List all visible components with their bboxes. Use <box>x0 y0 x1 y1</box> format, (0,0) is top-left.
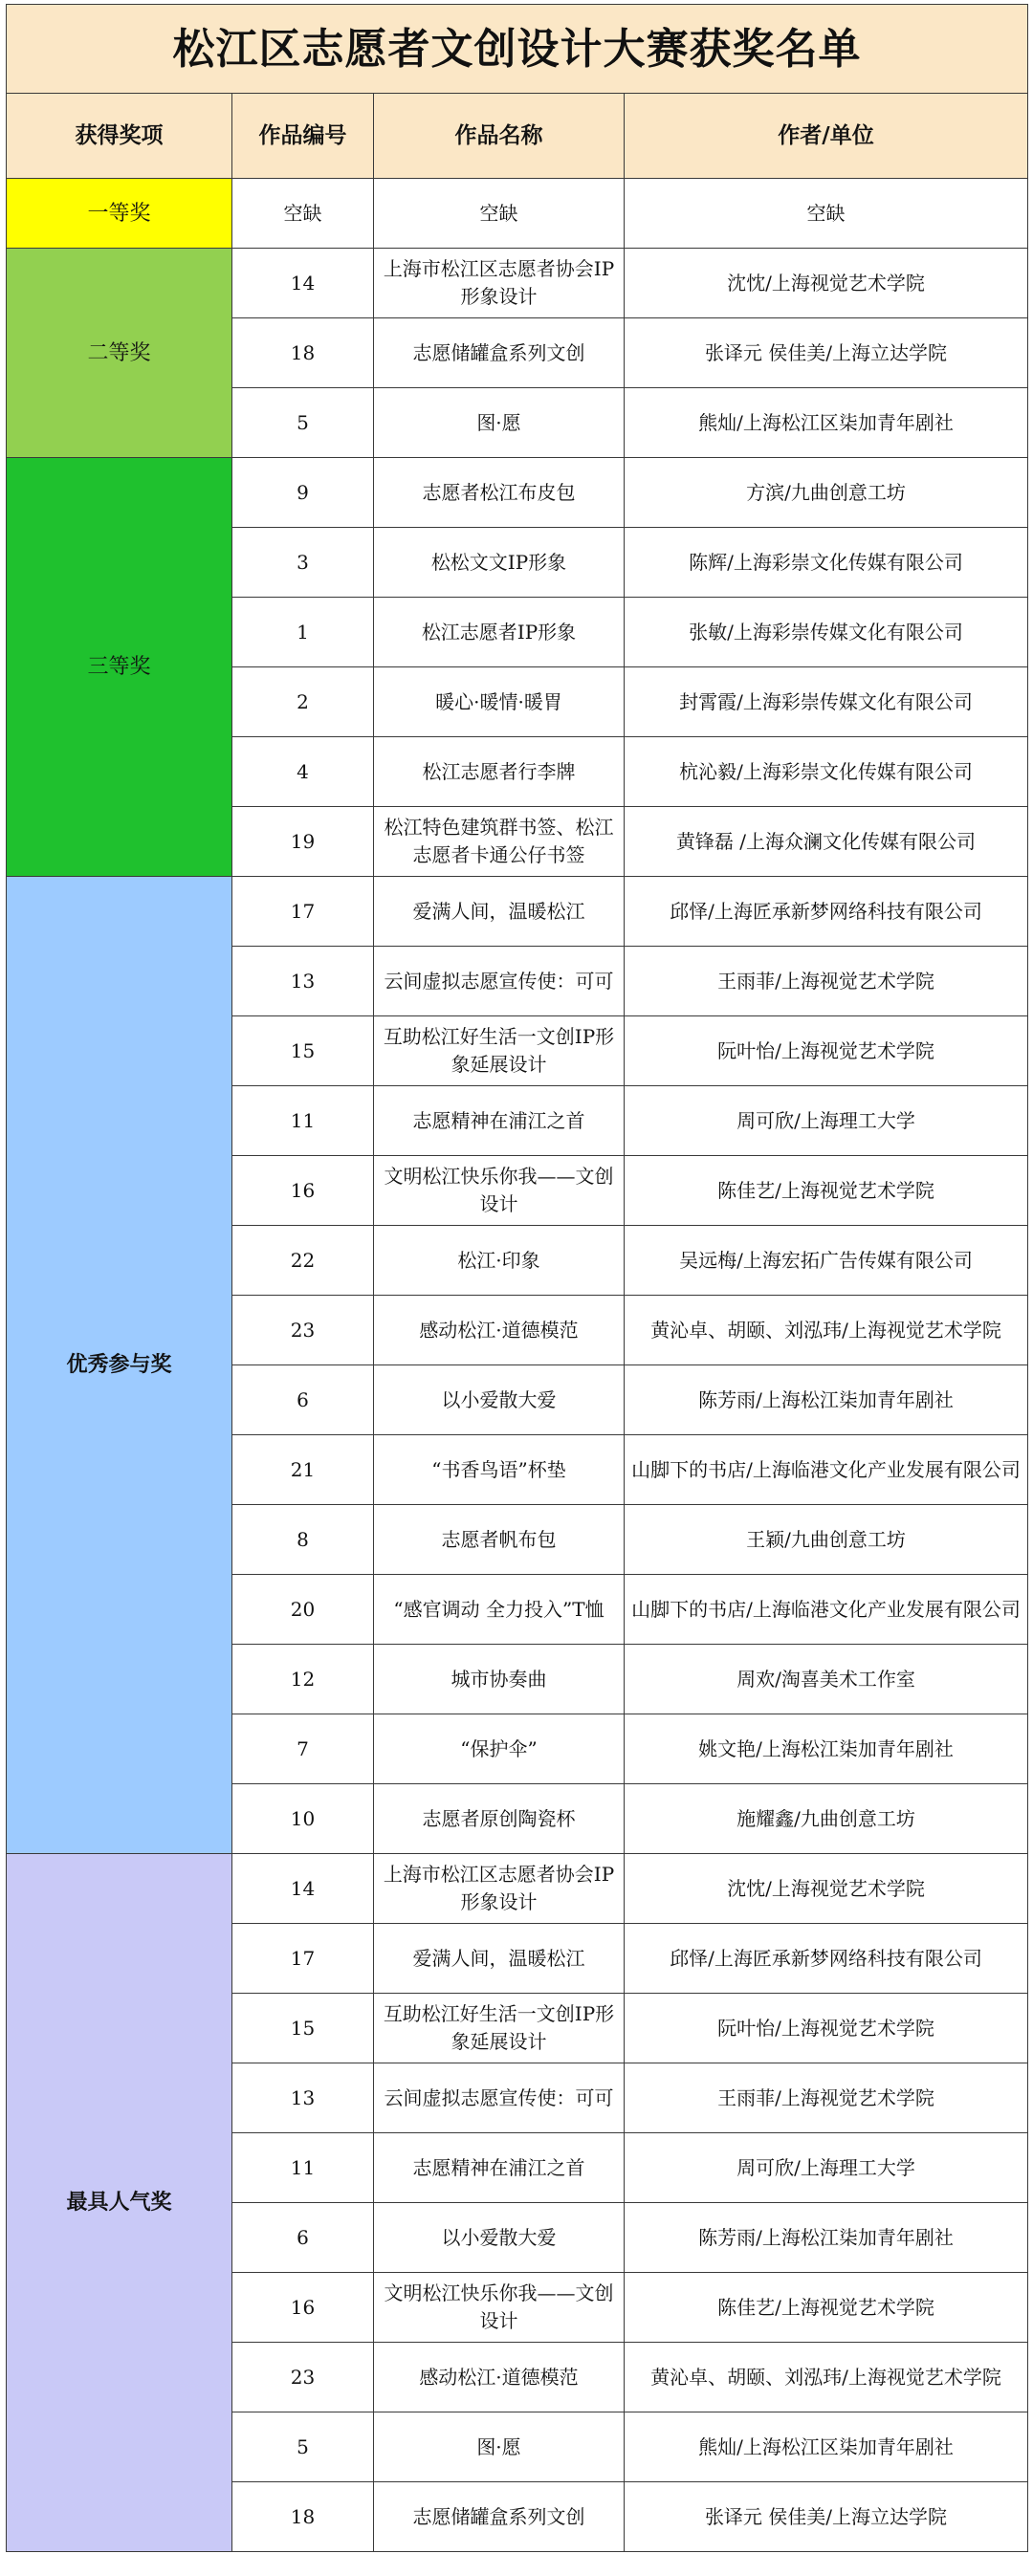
work-id-cell: 23 <box>232 2343 374 2412</box>
work-name-cell: “保护伞” <box>374 1714 625 1784</box>
work-name-cell: 图·愿 <box>374 2412 625 2482</box>
work-name-cell: 图·愿 <box>374 388 625 458</box>
work-id-cell: 19 <box>232 807 374 877</box>
work-id-cell: 2 <box>232 667 374 737</box>
prize-group-cell: 最具人气奖 <box>7 1854 232 2552</box>
table-row <box>7 877 1028 947</box>
work-id-cell: 17 <box>232 877 374 947</box>
work-name-cell: 松江·印象 <box>374 1226 625 1296</box>
work-name-cell: 松江志愿者IP形象 <box>374 598 625 667</box>
table-row <box>7 1854 1028 1924</box>
work-name-cell: 志愿者帆布包 <box>374 1505 625 1575</box>
work-id-cell: 17 <box>232 1924 374 1994</box>
author-cell: 阮叶怡/上海视觉艺术学院 <box>625 1016 1028 1086</box>
author-cell: 杭沁毅/上海彩崇文化传媒有限公司 <box>625 737 1028 807</box>
author-cell: 空缺 <box>625 179 1028 249</box>
work-name-cell: 互助松江好生活一文创IP形象延展设计 <box>374 1016 625 1086</box>
author-cell: 熊灿/上海松江区柒加青年剧社 <box>625 388 1028 458</box>
work-name-cell: 城市协奏曲 <box>374 1645 625 1714</box>
column-header-id: 作品编号 <box>232 94 374 179</box>
work-name-cell: 感动松江·道德模范 <box>374 1296 625 1365</box>
author-cell: 邱怿/上海匠承新梦网络科技有限公司 <box>625 1924 1028 1994</box>
work-name-cell: 感动松江·道德模范 <box>374 2343 625 2412</box>
work-id-cell: 18 <box>232 318 374 388</box>
author-cell: 陈佳艺/上海视觉艺术学院 <box>625 2273 1028 2343</box>
column-header-work-name: 作品名称 <box>374 94 625 179</box>
author-cell: 黄沁卓、胡颐、刘泓玮/上海视觉艺术学院 <box>625 1296 1028 1365</box>
author-cell: 熊灿/上海松江区柒加青年剧社 <box>625 2412 1028 2482</box>
author-cell: 陈辉/上海彩崇文化传媒有限公司 <box>625 528 1028 598</box>
work-name-cell: 松松文文IP形象 <box>374 528 625 598</box>
work-id-cell: 14 <box>232 1854 374 1924</box>
column-header-prize: 获得奖项 <box>7 94 232 179</box>
work-name-cell: 志愿储罐盒系列文创 <box>374 2482 625 2552</box>
work-name-cell: 志愿者原创陶瓷杯 <box>374 1784 625 1854</box>
work-name-cell: 暖心·暖情·暖胃 <box>374 667 625 737</box>
prize-group-cell: 三等奖 <box>7 458 232 877</box>
author-cell: 施耀鑫/九曲创意工坊 <box>625 1784 1028 1854</box>
awards-table <box>6 4 1028 2552</box>
work-name-cell: 爱满人间，温暖松江 <box>374 1924 625 1994</box>
work-id-cell: 14 <box>232 249 374 318</box>
author-cell: 陈佳艺/上海视觉艺术学院 <box>625 1156 1028 1226</box>
work-id-cell: 16 <box>232 1156 374 1226</box>
work-id-cell: 11 <box>232 1086 374 1156</box>
author-cell: 王颖/九曲创意工坊 <box>625 1505 1028 1575</box>
prize-group-cell: 一等奖 <box>7 179 232 249</box>
work-id-cell: 13 <box>232 2063 374 2133</box>
author-cell: 阮叶怡/上海视觉艺术学院 <box>625 1994 1028 2063</box>
author-cell: 张敏/上海彩崇传媒文化有限公司 <box>625 598 1028 667</box>
work-name-cell: 志愿精神在浦江之首 <box>374 1086 625 1156</box>
work-name-cell: 松江特色建筑群书签、松江志愿者卡通公仔书签 <box>374 807 625 877</box>
work-name-cell: 云间虚拟志愿宣传使：可可 <box>374 947 625 1016</box>
work-id-cell: 6 <box>232 2203 374 2273</box>
work-name-cell: 上海市松江区志愿者协会IP形象设计 <box>374 1854 625 1924</box>
table-row <box>7 179 1028 249</box>
author-cell: 王雨菲/上海视觉艺术学院 <box>625 947 1028 1016</box>
work-id-cell: 20 <box>232 1575 374 1645</box>
author-cell: 张译元 侯佳美/上海立达学院 <box>625 2482 1028 2552</box>
work-name-cell: 志愿者松江布皮包 <box>374 458 625 528</box>
awards-table-body <box>7 179 1028 2552</box>
work-name-cell: 以小爱散大爱 <box>374 1365 625 1435</box>
work-name-cell: 松江志愿者行李牌 <box>374 737 625 807</box>
work-id-cell: 23 <box>232 1296 374 1365</box>
work-name-cell: 互助松江好生活一文创IP形象延展设计 <box>374 1994 625 2063</box>
author-cell: 方滨/九曲创意工坊 <box>625 458 1028 528</box>
table-row <box>7 249 1028 318</box>
work-id-cell: 6 <box>232 1365 374 1435</box>
author-cell: 沈忱/上海视觉艺术学院 <box>625 1854 1028 1924</box>
work-id-cell: 5 <box>232 388 374 458</box>
author-cell: 张译元 侯佳美/上海立达学院 <box>625 318 1028 388</box>
author-cell: 黄沁卓、胡颐、刘泓玮/上海视觉艺术学院 <box>625 2343 1028 2412</box>
author-cell: 山脚下的书店/上海临港文化产业发展有限公司 <box>625 1435 1028 1505</box>
work-id-cell: 7 <box>232 1714 374 1784</box>
work-id-cell: 5 <box>232 2412 374 2482</box>
work-name-cell: “感官调动 全力投入”T恤 <box>374 1575 625 1645</box>
work-id-cell: 12 <box>232 1645 374 1714</box>
work-id-cell: 8 <box>232 1505 374 1575</box>
work-name-cell: “书香鸟语”杯垫 <box>374 1435 625 1505</box>
work-id-cell: 15 <box>232 1016 374 1086</box>
work-name-cell: 空缺 <box>374 179 625 249</box>
work-id-cell: 10 <box>232 1784 374 1854</box>
work-name-cell: 上海市松江区志愿者协会IP形象设计 <box>374 249 625 318</box>
work-id-cell: 15 <box>232 1994 374 2063</box>
column-header-row <box>7 94 1028 179</box>
page-title: 松江区志愿者文创设计大赛获奖名单 <box>7 5 1028 94</box>
work-name-cell: 爱满人间，温暖松江 <box>374 877 625 947</box>
work-id-cell: 4 <box>232 737 374 807</box>
work-id-cell: 1 <box>232 598 374 667</box>
work-id-cell: 21 <box>232 1435 374 1505</box>
author-cell: 黄锋磊 /上海众澜文化传媒有限公司 <box>625 807 1028 877</box>
prize-group-cell: 优秀参与奖 <box>7 877 232 1854</box>
table-row <box>7 458 1028 528</box>
author-cell: 陈芳雨/上海松江柒加青年剧社 <box>625 1365 1028 1435</box>
author-cell: 沈忱/上海视觉艺术学院 <box>625 249 1028 318</box>
author-cell: 山脚下的书店/上海临港文化产业发展有限公司 <box>625 1575 1028 1645</box>
author-cell: 周欢/淘喜美术工作室 <box>625 1645 1028 1714</box>
work-id-cell: 9 <box>232 458 374 528</box>
work-id-cell: 13 <box>232 947 374 1016</box>
work-id-cell: 3 <box>232 528 374 598</box>
work-name-cell: 志愿精神在浦江之首 <box>374 2133 625 2203</box>
prize-group-cell: 二等奖 <box>7 249 232 458</box>
work-name-cell: 云间虚拟志愿宣传使：可可 <box>374 2063 625 2133</box>
work-id-cell: 22 <box>232 1226 374 1296</box>
work-name-cell: 以小爱散大爱 <box>374 2203 625 2273</box>
work-name-cell: 志愿储罐盒系列文创 <box>374 318 625 388</box>
author-cell: 周可欣/上海理工大学 <box>625 1086 1028 1156</box>
work-id-cell: 11 <box>232 2133 374 2203</box>
author-cell: 周可欣/上海理工大学 <box>625 2133 1028 2203</box>
work-id-cell: 空缺 <box>232 179 374 249</box>
author-cell: 邱怿/上海匠承新梦网络科技有限公司 <box>625 877 1028 947</box>
work-name-cell: 文明松江快乐你我——文创设计 <box>374 1156 625 1226</box>
work-id-cell: 18 <box>232 2482 374 2552</box>
work-id-cell: 16 <box>232 2273 374 2343</box>
author-cell: 吴远梅/上海宏拓广告传媒有限公司 <box>625 1226 1028 1296</box>
author-cell: 姚文艳/上海松江柒加青年剧社 <box>625 1714 1028 1784</box>
author-cell: 陈芳雨/上海松江柒加青年剧社 <box>625 2203 1028 2273</box>
work-name-cell: 文明松江快乐你我——文创设计 <box>374 2273 625 2343</box>
author-cell: 王雨菲/上海视觉艺术学院 <box>625 2063 1028 2133</box>
column-header-author: 作者/单位 <box>625 94 1028 179</box>
author-cell: 封霄霞/上海彩崇传媒文化有限公司 <box>625 667 1028 737</box>
